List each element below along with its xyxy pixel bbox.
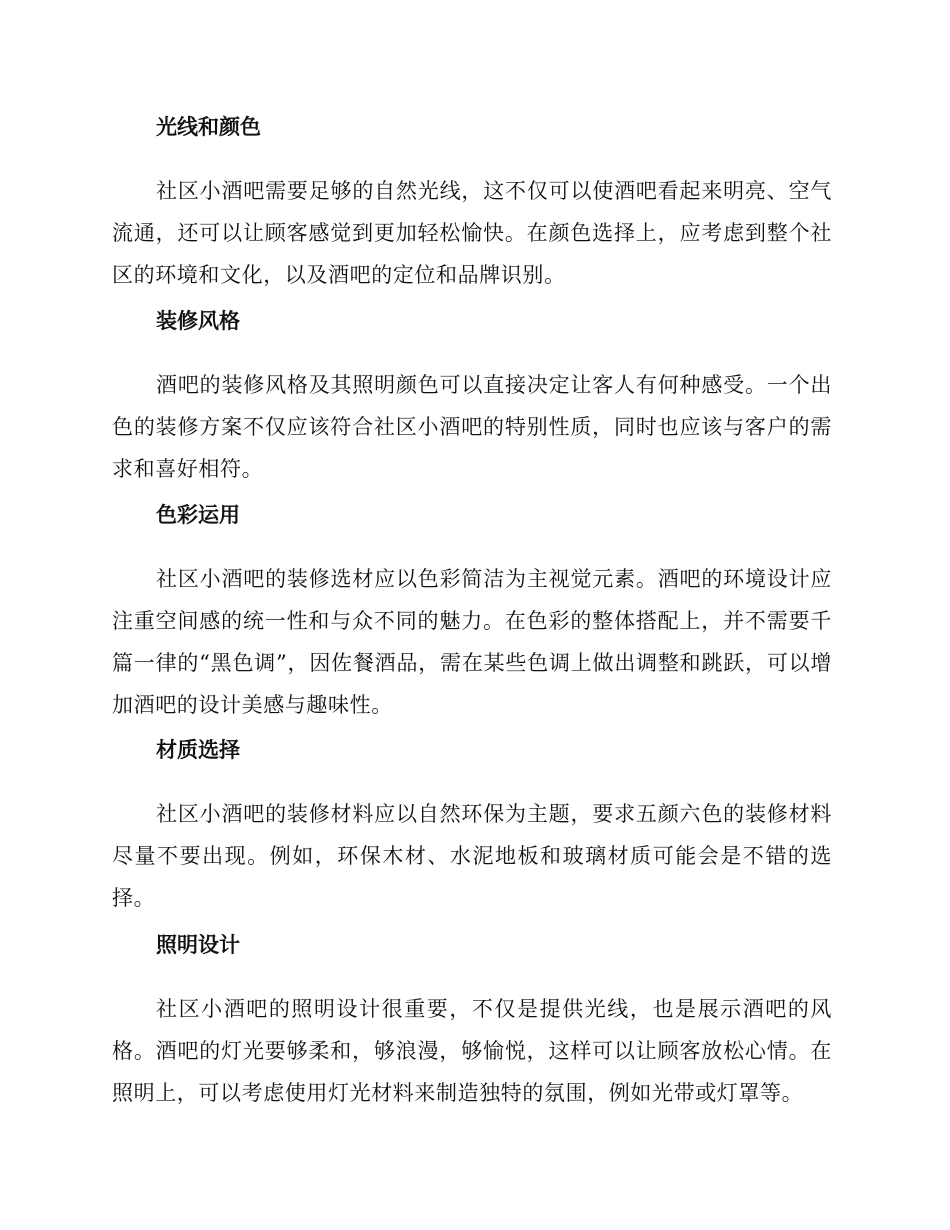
section-paragraph: 社区小酒吧的装修选材应以色彩简洁为主视觉元素。酒吧的环境设计应注重空间感的统一性和与众不同的魅力。在色彩的整体搭配上，并不需要千篇一律的“黑色调”，因佐餐酒品，需在某些色调上做出调整和跳跃，可以增加酒吧的设计美感与趣味性。: [112, 567, 832, 717]
section-paragraph: 社区小酒吧需要足够的自然光线，这不仅可以使酒吧看起来明亮、空气流通，还可以让顾客感觉到更加轻松愉快。在颜色选择上，应考虑到整个社区的环境和文化，以及酒吧的定位和品牌识别。: [112, 179, 832, 287]
section-lighting-design: [112, 930, 832, 1114]
section-paragraph: 酒吧的装修风格及其照明颜色可以直接决定让客人有何种感受。一个出色的装修方案不仅应该符合社区小酒吧的特别性质，同时也应该与客户的需求和喜好相符。: [112, 373, 832, 481]
section-decoration-style: [112, 306, 832, 490]
section-color-usage: [112, 500, 832, 726]
section-heading: 装修风格: [156, 309, 240, 333]
section-paragraph: 社区小酒吧的装修材料应以自然环保为主题，要求五颜六色的装修材料尽量不要出现。例如，环保木材、水泥地板和玻璃材质可能会是不错的选择。: [112, 802, 832, 910]
section-material-selection: [112, 735, 832, 919]
section-heading: 材质选择: [156, 738, 240, 762]
section-heading: 照明设计: [156, 933, 240, 957]
section-heading: 光线和颜色: [156, 115, 261, 139]
section-heading: 色彩运用: [156, 503, 240, 527]
section-lighting-and-color: [112, 112, 832, 296]
section-paragraph: 社区小酒吧的照明设计很重要，不仅是提供光线，也是展示酒吧的风格。酒吧的灯光要够柔和，够浪漫，够愉悦，这样可以让顾客放松心情。在照明上，可以考虑使用灯光材料来制造独特的氛围，例如光带或灯罩等。: [112, 997, 832, 1105]
